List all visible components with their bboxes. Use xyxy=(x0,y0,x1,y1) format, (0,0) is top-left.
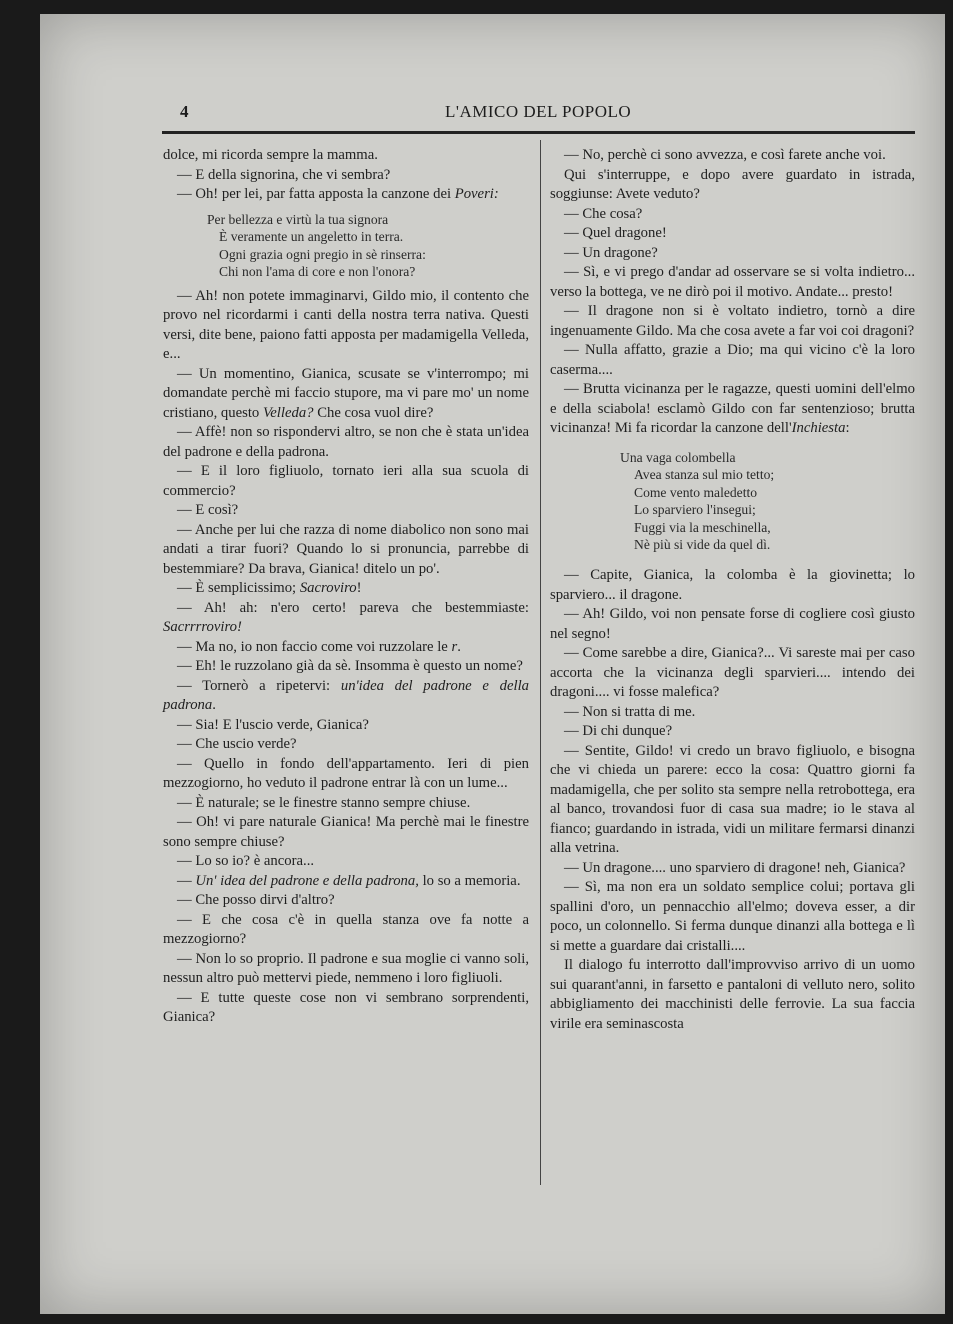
text-run: . xyxy=(457,638,461,655)
paragraph: — Non si tratta di me. xyxy=(564,703,696,720)
paragraph: — Sì, ma non era un soldato semplice colui; portava gli spallini d'oro, un pennacchio all'elmo; doveva esser, a dir poco, un colonnello. Si ferma dunque dinanzi alla bottega e lì si mette a guardare dai cristalli.... xyxy=(550,879,915,954)
page-number: 4 xyxy=(180,102,189,121)
paragraph: — E così? xyxy=(177,502,239,519)
italic-run: Un' idea del padrone e della padrona, xyxy=(195,872,419,889)
running-title: L'AMICO DEL POPOLO xyxy=(445,102,632,121)
paragraph: — Un dragone.... uno sparviero di dragone! neh, Gianica? xyxy=(564,859,906,876)
verse-line: Una vaga colombella xyxy=(620,449,736,465)
paragraph: Qui s'interruppe, e dopo avere guardato in istrada, soggiunse: Avete veduto? xyxy=(550,166,915,202)
italic-run: Inchiesta xyxy=(791,420,846,436)
verse-line: Ogni grazia ogni pregio in sè rinserra: xyxy=(219,246,426,262)
paragraph xyxy=(163,872,529,892)
paragraph: — Capite, Gianica, la colomba è la giovinetta; lo sparviero... il dragone. xyxy=(550,567,915,603)
paragraph: — Il dragone non si è voltato indietro, tornò a dire ingenuamente Gildo. Ma che cosa avete a far voi coi dragoni? xyxy=(550,303,915,339)
verse-line: È veramente un angeletto in terra. xyxy=(219,229,404,245)
paragraph: — Che posso dirvi d'altro? xyxy=(177,892,335,909)
paragraph: — Lo so io? è ancora... xyxy=(177,853,315,870)
italic-run: Velleda? xyxy=(262,404,314,421)
verse-line: Per bellezza e virtù la tua signora xyxy=(207,211,389,227)
paragraph: — Non lo so proprio. Il padrone e sua moglie ci vanno soli, nessun altro può mettervi piede, nemmeno i loro figliuoli. xyxy=(163,950,529,987)
italic-run: r xyxy=(451,638,458,655)
paragraph: — È naturale; se le finestre stanno sempre chiuse. xyxy=(177,794,471,811)
paragraph: — Di chi dunque? xyxy=(564,723,673,740)
paragraph: — Affè! non so rispondervi altro, se non che è stata un'idea del padrone e della padrona. xyxy=(163,424,529,460)
paragraph: — E che cosa c'è in quella stanza ove fa notte a mezzogiorno? xyxy=(163,911,529,948)
italic-run: Sacroviro xyxy=(299,580,357,597)
paragraph: — Sentite, Gildo! vi credo un bravo figliuolo, e bisogna che vi chieda un parere: ecco la cosa: Quattro giorni fa madamigella, che per solito sta sempre nella retrobottega, era al banco, trovandosi fuor di casa sua madre; io le stava al fianco; guardando in istrada, vidi un militare fermarsi dinanzi alla vetrina. xyxy=(550,742,915,857)
paragraph xyxy=(163,365,529,424)
paragraph: — Oh! vi pare naturale Gianica! Ma perchè mai le finestre sono sempre chiuse? xyxy=(163,814,529,850)
verse-line: Come vento maledetto xyxy=(634,484,758,500)
paragraph: — Nulla affatto, grazie a Dio; ma qui vicino c'è la loro caserma.... xyxy=(550,342,915,378)
text-run: — Tornerò a ripetervi: xyxy=(177,677,341,694)
paragraph: — Eh! le ruzzolano già da sè. Insomma è questo un nome? xyxy=(177,658,523,675)
paragraph: — Quello in fondo dell'appartamento. Ieri di pien mezzogiorno, ho veduto il padrone entrar là con un lume... xyxy=(163,755,529,792)
paragraph: — Sia! E l'uscio verde, Gianica? xyxy=(177,716,369,733)
verse-line: Fuggi via la meschinella, xyxy=(634,519,771,535)
paragraph xyxy=(163,579,529,599)
text-run: — Oh! per lei, par fatta apposta la canzone dei xyxy=(177,186,455,202)
paragraph: Il dialogo fu interrotto dall'improvviso arrivo di un uomo sui quarant'anni, in farsetto e pantaloni di velluto nero, solito abbigliamento dei macchinisti delle ferrovie. La sua faccia virile era seminascosta xyxy=(550,957,915,1032)
text-run: — Un momentino, Gianica, scusate se v'interrompo; mi domandate perchè mi faccio stupore, ma vi pare mo' un nome cristiano, questo xyxy=(163,365,529,421)
italic-run: un'idea del padrone e della padrona xyxy=(163,677,529,714)
verse-line: Avea stanza sul mio tetto; xyxy=(634,467,775,483)
paragraph xyxy=(163,185,529,205)
paragraph: — Anche per lui che razza di nome diabolico non sono mai andati a tirar fuori? Quando lo si pronuncia, parrebbe di bestemmiare? Da brava, Gianica! ditelo un po'. xyxy=(163,521,529,577)
paragraph: dolce, mi ricorda sempre la mamma. xyxy=(163,147,378,163)
paragraph xyxy=(163,677,529,716)
text-run: — xyxy=(177,872,196,889)
column-divider xyxy=(540,140,541,1185)
italic-run: Sacrrrroviro! xyxy=(163,619,242,636)
paragraph: — Come sarebbe a dire, Gianica?... Vi sareste mai per caso accorta che la vicinanza degli sparvieri.... intendo dei dragoni.... vi fosse malefica? xyxy=(550,645,915,701)
text-run: ! xyxy=(356,580,362,597)
verse-line: Nè più si vide da quel dì. xyxy=(634,537,771,553)
paragraph: — Che uscio verde? xyxy=(177,736,297,753)
header-rule xyxy=(162,131,915,134)
paragraph: — E della signorina, che vi sembra? xyxy=(177,166,391,183)
verse-line: Lo sparviero l'insegui; xyxy=(634,502,756,518)
paragraph: — No, perchè ci sono avvezza, e così farete anche voi. xyxy=(564,147,886,163)
paragraph: — E tutte queste cose non vi sembrano sorprendenti, Gianica? xyxy=(163,989,529,1026)
paragraph: — Ah! non potete immaginarvi, Gildo mio, il contento che provo nel ricordarmi i canti della nostra terra nativa. Questi versi, dite bene, paiono fatti apposta per madamigella Velleda, e... xyxy=(163,287,529,363)
paragraph: — Ah! Gildo, voi non pensate forse di cogliere così giusto nel segno! xyxy=(550,606,915,642)
right-column xyxy=(550,146,915,1034)
text-run: : xyxy=(845,420,850,436)
italic-run: Poveri: xyxy=(454,186,499,202)
verse-line: Chi non l'ama di core e non l'onora? xyxy=(219,264,416,280)
text-run: — Ah! ah: n'ero certo! pareva che bestemmiaste: xyxy=(177,599,529,616)
verse-block xyxy=(550,449,915,555)
text-run: — Ma no, io non faccio come voi ruzzolare le xyxy=(177,638,452,655)
paragraph: — Quel dragone! xyxy=(564,225,667,241)
text-run: Che cosa vuol dire? xyxy=(313,404,434,421)
paragraph: — Che cosa? xyxy=(564,205,643,222)
verse-block xyxy=(163,211,529,281)
text-run: . xyxy=(212,697,216,714)
left-column xyxy=(163,146,529,1028)
text-run: — È semplicissimo; xyxy=(177,580,300,597)
paragraph xyxy=(163,638,529,658)
paragraph: — Un dragone? xyxy=(564,244,658,261)
text-run: lo so a memoria. xyxy=(418,872,521,889)
paragraph xyxy=(163,599,529,638)
paragraph xyxy=(550,380,915,439)
paragraph: — Sì, e vi prego d'andar ad osservare se si volta indietro... verso la bottega, ve ne dirò poi il motivo. Andate... presto! xyxy=(550,264,915,300)
paragraph: — E il loro figliuolo, tornato ieri alla sua scuola di commercio? xyxy=(163,463,529,499)
text-run: — Brutta vicinanza per le ragazze, questi uomini dell'elmo e della sciabola! esclamò Gildo con far sentenzioso; brutta vicinanza! Mi fa ricordar la canzone dell' xyxy=(550,381,915,436)
